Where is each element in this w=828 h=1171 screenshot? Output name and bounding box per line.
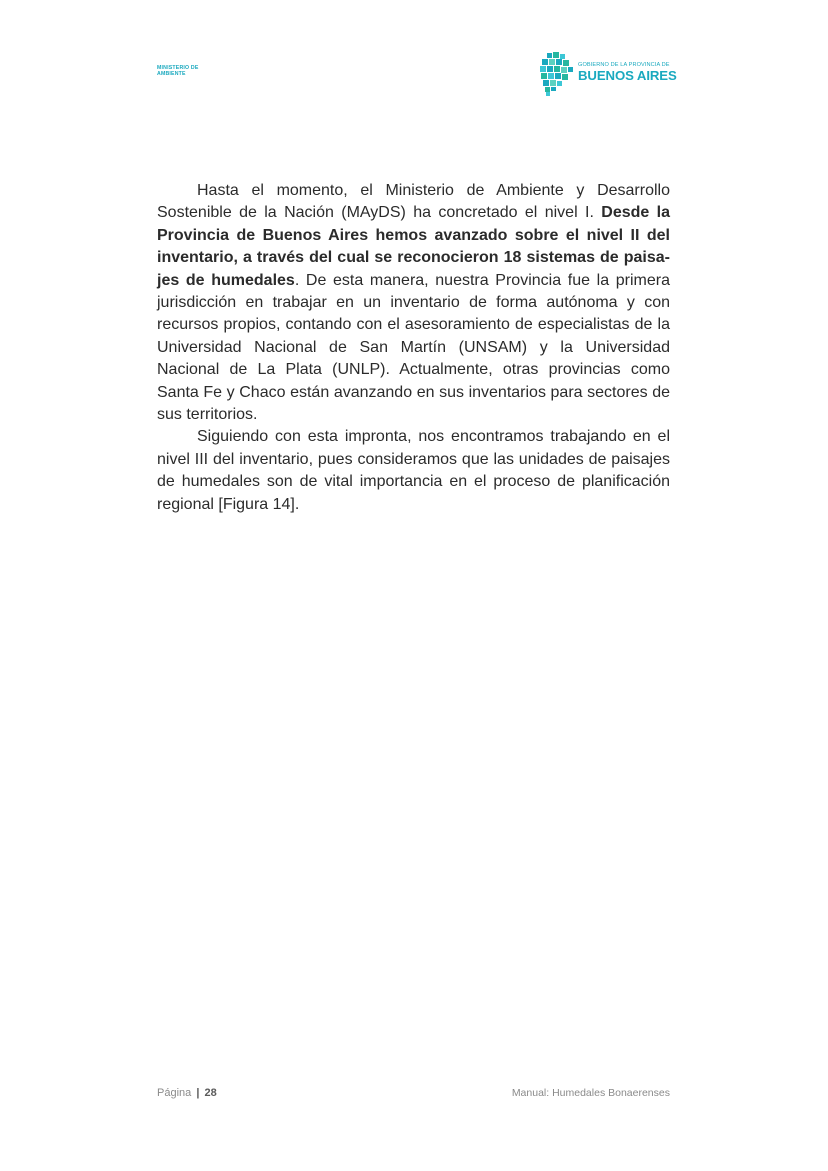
ministry-logo-line2: AMBIENTE	[157, 70, 186, 77]
page-separator: |	[196, 1087, 200, 1099]
page-number: 28	[204, 1087, 217, 1099]
page-label: Página	[157, 1087, 192, 1099]
ministry-logo	[157, 66, 217, 77]
paragraph-1-rest: . De esta manera, nuestra Provincia fue la primera jurisdicción en trabajar en un inventario de forma autónoma y con recursos propios, contando con el asesoramiento de especialistas de la Universidad Nacional de San Martín (UNSAM) y la Universidad Nacional de La Plata (UNLP). Actualmente, otras provincias como Santa Fe y Chaco están avanzando en sus inventarios para sectores de sus territorios.	[157, 271, 670, 424]
paragraph-1-intro: Hasta el momento, el Ministerio de Ambiente y Desarrollo Sostenible de la Nación (MAyDS) ha concretado el nivel I.	[157, 182, 670, 222]
manual-title: Manual: Humedales Bonaerenses	[511, 1087, 670, 1099]
gov-logo	[539, 51, 677, 97]
ministry-logo-line1: MINISTERIO DE	[157, 65, 199, 71]
province-map-icon	[539, 51, 575, 97]
paragraph-1	[157, 180, 670, 426]
paragraph-2: Siguiendo con esta impronta, nos encontramos trabajando en el nivel III del inventario, pues consideramos que las unidades de paisajes de humedales son de vital importancia en el proceso de planificación regional [Figura 14].	[157, 428, 670, 513]
gov-logo-text	[578, 62, 678, 82]
gov-logo-line2: BUENOS AIRES	[578, 68, 677, 83]
main-content	[157, 180, 670, 516]
page-footer-left	[157, 1086, 217, 1100]
gov-logo-line1: GOBIERNO DE LA PROVINCIA DE	[578, 62, 670, 68]
paragraph-1-highlight: Desde la Provincia de Buenos Aires hemos avanzado sobre el nivel II del inventario, a través del cual se reconocieron 18 sistemas de paisa-jes de humedales	[157, 204, 671, 289]
